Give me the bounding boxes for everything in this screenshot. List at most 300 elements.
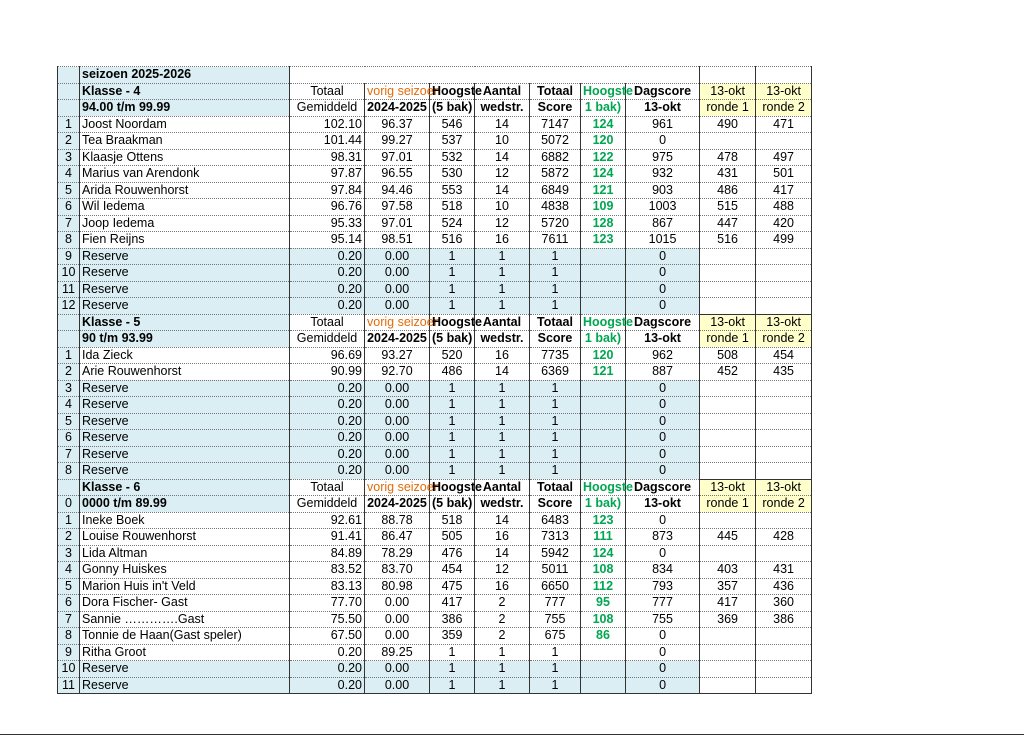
- rank-number: 2: [58, 133, 80, 150]
- hoogste-bak-value: [581, 644, 626, 661]
- player-name: Tonnie de Haan(Gast speler): [80, 628, 290, 645]
- round2-score: [756, 628, 812, 645]
- round2-score: [756, 430, 812, 447]
- vorig-seizoen-value: 0.00: [365, 380, 430, 397]
- round1-score: 515: [700, 199, 756, 216]
- vorig-seizoen-value: 0.00: [365, 430, 430, 447]
- aantal-value: 1: [475, 397, 530, 414]
- round1-score: 403: [700, 562, 756, 579]
- player-name: Arie Rouwenhorst: [80, 364, 290, 381]
- round1-score: 478: [700, 149, 756, 166]
- col-5bak-label: (5 bak): [430, 100, 475, 117]
- totaal-score-value: 1: [530, 380, 581, 397]
- dagscore-value: 0: [626, 265, 700, 282]
- col-dag-date: 13-okt: [626, 496, 700, 513]
- dagscore-value: 0: [626, 281, 700, 298]
- hoogste-bak-value: 120: [581, 347, 626, 364]
- gemiddeld-value: 0.20: [290, 248, 365, 265]
- rank-number: 4: [58, 562, 80, 579]
- col-totaal-label: Totaal: [290, 479, 365, 496]
- dagscore-value: 793: [626, 578, 700, 595]
- gemiddeld-value: 0.20: [290, 281, 365, 298]
- aantal-value: 14: [475, 545, 530, 562]
- aantal-value: 12: [475, 215, 530, 232]
- vorig-seizoen-value: 0.00: [365, 446, 430, 463]
- round2-score: 428: [756, 529, 812, 546]
- player-name: Reserve: [80, 281, 290, 298]
- col-wedstr-label: wedstr.: [475, 331, 530, 348]
- col-hoogste-bak-label: Hoogste: [581, 314, 626, 331]
- vorig-seizoen-value: 0.00: [365, 628, 430, 645]
- player-name: Reserve: [80, 298, 290, 315]
- aantal-value: 12: [475, 562, 530, 579]
- aantal-value: 1: [475, 644, 530, 661]
- totaal-score-value: 4838: [530, 199, 581, 216]
- round2-score: 420: [756, 215, 812, 232]
- gemiddeld-value: 75.50: [290, 611, 365, 628]
- player-name: Joop Iedema: [80, 215, 290, 232]
- rank-number: 5: [58, 413, 80, 430]
- hoogste-value: 1: [430, 463, 475, 480]
- class-subheader-row: [58, 100, 812, 117]
- col-hoogste-label: Hoogste: [430, 314, 475, 331]
- vorig-seizoen-value: 0.00: [365, 595, 430, 612]
- totaal-score-value: 7735: [530, 347, 581, 364]
- round1-date: 13-okt: [700, 83, 756, 100]
- hoogste-bak-value: 108: [581, 611, 626, 628]
- totaal-score-value: 5872: [530, 166, 581, 183]
- vorig-seizoen-value: 0.00: [365, 397, 430, 414]
- aantal-value: 16: [475, 578, 530, 595]
- player-row: [58, 364, 812, 381]
- totaal-score-value: 1: [530, 644, 581, 661]
- class-name: Klasse - 6: [80, 479, 290, 496]
- player-name: Lida Altman: [80, 545, 290, 562]
- col-gemiddeld-label: Gemiddeld: [290, 496, 365, 513]
- hoogste-value: 1: [430, 298, 475, 315]
- dagscore-value: 0: [626, 133, 700, 150]
- gemiddeld-value: 92.61: [290, 512, 365, 529]
- class-subheader-row: [58, 331, 812, 348]
- hoogste-value: 1: [430, 397, 475, 414]
- hoogste-value: 1: [430, 265, 475, 282]
- totaal-score-value: 1: [530, 446, 581, 463]
- totaal-score-value: 1: [530, 298, 581, 315]
- player-row: [58, 545, 812, 562]
- round1-label: ronde 1: [700, 331, 756, 348]
- round2-score: [756, 281, 812, 298]
- totaal-score-value: 777: [530, 595, 581, 612]
- hoogste-bak-value: 123: [581, 512, 626, 529]
- hoogste-bak-value: 95: [581, 595, 626, 612]
- player-row: [58, 578, 812, 595]
- hoogste-value: 1: [430, 661, 475, 678]
- round1-score: [700, 265, 756, 282]
- season-title: seizoen 2025-2026: [80, 67, 290, 84]
- dagscore-value: 867: [626, 215, 700, 232]
- player-row: [58, 463, 812, 480]
- player-name: Gonny Huiskes: [80, 562, 290, 579]
- standings-sheet: [57, 66, 811, 694]
- hoogste-bak-value: [581, 248, 626, 265]
- round1-label: ronde 1: [700, 496, 756, 513]
- round2-score: 386: [756, 611, 812, 628]
- round1-score: [700, 397, 756, 414]
- vorig-seizoen-value: 0.00: [365, 413, 430, 430]
- player-row: [58, 116, 812, 133]
- hoogste-bak-value: 121: [581, 364, 626, 381]
- totaal-score-value: 5942: [530, 545, 581, 562]
- class-header-row: [58, 314, 812, 331]
- round1-score: [700, 644, 756, 661]
- hoogste-value: 1: [430, 413, 475, 430]
- dagscore-value: 0: [626, 248, 700, 265]
- class-range: 90 t/m 93.99: [80, 331, 290, 348]
- gemiddeld-value: 0.20: [290, 644, 365, 661]
- round2-date: 13-okt: [756, 479, 812, 496]
- hoogste-value: 359: [430, 628, 475, 645]
- round2-score: 360: [756, 595, 812, 612]
- dagscore-value: 0: [626, 628, 700, 645]
- totaal-score-value: 1: [530, 413, 581, 430]
- dagscore-value: 962: [626, 347, 700, 364]
- aantal-value: 1: [475, 265, 530, 282]
- round2-score: [756, 265, 812, 282]
- hoogste-bak-value: 124: [581, 116, 626, 133]
- col-totaal-score-label: Totaal: [530, 83, 581, 100]
- col-aantal-label: Aantal: [475, 83, 530, 100]
- aantal-value: 1: [475, 413, 530, 430]
- aantal-value: 1: [475, 281, 530, 298]
- dagscore-value: 0: [626, 545, 700, 562]
- col-dag-date: 13-okt: [626, 100, 700, 117]
- page-divider: [0, 734, 1024, 735]
- player-row: [58, 529, 812, 546]
- dagscore-value: 975: [626, 149, 700, 166]
- round1-score: [700, 413, 756, 430]
- aantal-value: 1: [475, 661, 530, 678]
- col-vorig-seizoen-label: vorig seizoen: [365, 314, 430, 331]
- hoogste-bak-value: 86: [581, 628, 626, 645]
- aantal-value: 14: [475, 182, 530, 199]
- hoogste-bak-value: [581, 430, 626, 447]
- aantal-value: 1: [475, 298, 530, 315]
- hoogste-value: 476: [430, 545, 475, 562]
- gemiddeld-value: 95.33: [290, 215, 365, 232]
- round2-score: 497: [756, 149, 812, 166]
- player-row: [58, 182, 812, 199]
- player-name: Arida Rouwenhorst: [80, 182, 290, 199]
- gemiddeld-value: 102.10: [290, 116, 365, 133]
- col-dagscore-label: Dagscore: [626, 479, 700, 496]
- rank-number: 3: [58, 380, 80, 397]
- vorig-seizoen-value: 96.55: [365, 166, 430, 183]
- hoogste-bak-value: 120: [581, 133, 626, 150]
- round2-score: [756, 446, 812, 463]
- round1-score: 490: [700, 116, 756, 133]
- hoogste-bak-value: 128: [581, 215, 626, 232]
- round1-score: 486: [700, 182, 756, 199]
- round1-score: 357: [700, 578, 756, 595]
- dagscore-value: 0: [626, 413, 700, 430]
- round2-label: ronde 2: [756, 331, 812, 348]
- player-name: Reserve: [80, 380, 290, 397]
- col-dagscore-label: Dagscore: [626, 314, 700, 331]
- round1-score: [700, 661, 756, 678]
- rank-number: 8: [58, 628, 80, 645]
- aantal-value: 16: [475, 232, 530, 249]
- class-range: 0000 t/m 89.99: [80, 496, 290, 513]
- round1-score: [700, 545, 756, 562]
- dagscore-value: 903: [626, 182, 700, 199]
- rank-number: 8: [58, 463, 80, 480]
- hoogste-value: 524: [430, 215, 475, 232]
- gemiddeld-value: 0.20: [290, 413, 365, 430]
- player-name: Ritha Groot: [80, 644, 290, 661]
- class-name: Klasse - 5: [80, 314, 290, 331]
- rank-number: 6: [58, 595, 80, 612]
- hoogste-bak-value: 112: [581, 578, 626, 595]
- col-vorig-seizoen-label: vorig seizoen: [365, 479, 430, 496]
- gemiddeld-value: 0.20: [290, 380, 365, 397]
- player-row: [58, 133, 812, 150]
- round1-score: [700, 677, 756, 694]
- round1-score: [700, 380, 756, 397]
- aantal-value: 1: [475, 380, 530, 397]
- index-cell: [58, 83, 80, 100]
- player-name: Fien Reijns: [80, 232, 290, 249]
- totaal-score-value: 1: [530, 397, 581, 414]
- hoogste-value: 454: [430, 562, 475, 579]
- hoogste-bak-value: [581, 265, 626, 282]
- player-row: [58, 215, 812, 232]
- player-row: [58, 265, 812, 282]
- gemiddeld-value: 97.84: [290, 182, 365, 199]
- rank-number: 3: [58, 149, 80, 166]
- col-totaal-label: Totaal: [290, 314, 365, 331]
- hoogste-value: 1: [430, 677, 475, 694]
- round1-score: [700, 248, 756, 265]
- round2-score: [756, 298, 812, 315]
- aantal-value: 14: [475, 116, 530, 133]
- totaal-score-value: 7313: [530, 529, 581, 546]
- rank-number: 11: [58, 677, 80, 694]
- index-cell: [58, 314, 80, 331]
- round1-score: 447: [700, 215, 756, 232]
- vorig-seizoen-value: 0.00: [365, 298, 430, 315]
- player-row: [58, 677, 812, 694]
- totaal-score-value: 1: [530, 677, 581, 694]
- col-totaal-score-label: Totaal: [530, 314, 581, 331]
- round2-score: [756, 248, 812, 265]
- round2-score: 436: [756, 578, 812, 595]
- player-row: [58, 199, 812, 216]
- totaal-score-value: 6483: [530, 512, 581, 529]
- dagscore-value: 0: [626, 397, 700, 414]
- index-cell: [58, 479, 80, 496]
- dagscore-value: 0: [626, 644, 700, 661]
- round2-score: 501: [756, 166, 812, 183]
- player-row: [58, 397, 812, 414]
- round2-score: [756, 133, 812, 150]
- player-name: Reserve: [80, 446, 290, 463]
- index-cell: [58, 67, 80, 84]
- player-row: [58, 413, 812, 430]
- round1-score: 417: [700, 595, 756, 612]
- hoogste-value: 546: [430, 116, 475, 133]
- aantal-value: 16: [475, 529, 530, 546]
- totaal-score-value: 5720: [530, 215, 581, 232]
- hoogste-bak-value: 124: [581, 166, 626, 183]
- hoogste-value: 516: [430, 232, 475, 249]
- aantal-value: 16: [475, 347, 530, 364]
- col-5bak-label: (5 bak): [430, 331, 475, 348]
- round1-score: 445: [700, 529, 756, 546]
- totaal-score-value: 6882: [530, 149, 581, 166]
- rank-number: 5: [58, 182, 80, 199]
- hoogste-bak-value: [581, 281, 626, 298]
- rank-number: 4: [58, 397, 80, 414]
- round-spacer: [700, 67, 756, 84]
- gemiddeld-value: 0.20: [290, 397, 365, 414]
- round2-score: [756, 512, 812, 529]
- hoogste-value: 1: [430, 380, 475, 397]
- hoogste-value: 1: [430, 644, 475, 661]
- hoogste-bak-value: 121: [581, 182, 626, 199]
- col-hoogste-label: Hoogste: [430, 479, 475, 496]
- totaal-score-value: 7611: [530, 232, 581, 249]
- col-score-label: Score: [530, 331, 581, 348]
- player-name: Reserve: [80, 397, 290, 414]
- class-name: Klasse - 4: [80, 83, 290, 100]
- aantal-value: 14: [475, 149, 530, 166]
- col-score-label: Score: [530, 496, 581, 513]
- gemiddeld-value: 0.20: [290, 463, 365, 480]
- player-name: Reserve: [80, 248, 290, 265]
- totaal-score-value: 1: [530, 265, 581, 282]
- round2-score: 499: [756, 232, 812, 249]
- gemiddeld-value: 83.13: [290, 578, 365, 595]
- aantal-value: 1: [475, 430, 530, 447]
- rank-number: 3: [58, 545, 80, 562]
- aantal-value: 14: [475, 512, 530, 529]
- col-year-label: 2024-2025: [365, 496, 430, 513]
- hoogste-bak-value: [581, 463, 626, 480]
- vorig-seizoen-value: 80.98: [365, 578, 430, 595]
- vorig-seizoen-value: 88.78: [365, 512, 430, 529]
- dagscore-value: 961: [626, 116, 700, 133]
- title-spacer: [290, 67, 700, 84]
- dagscore-value: 1003: [626, 199, 700, 216]
- round2-score: [756, 413, 812, 430]
- gemiddeld-value: 97.87: [290, 166, 365, 183]
- vorig-seizoen-value: 89.25: [365, 644, 430, 661]
- round1-score: 508: [700, 347, 756, 364]
- player-name: Marion Huis in't Veld: [80, 578, 290, 595]
- index-cell: [58, 100, 80, 117]
- rank-number: 6: [58, 199, 80, 216]
- player-row: [58, 611, 812, 628]
- rank-number: 7: [58, 215, 80, 232]
- totaal-score-value: 1: [530, 281, 581, 298]
- col-hoogste-bak-label: Hoogste: [581, 479, 626, 496]
- round2-score: 431: [756, 562, 812, 579]
- gemiddeld-value: 96.76: [290, 199, 365, 216]
- aantal-value: 1: [475, 463, 530, 480]
- round2-score: [756, 545, 812, 562]
- round1-score: 516: [700, 232, 756, 249]
- season-title-row: [58, 67, 812, 84]
- totaal-score-value: 7147: [530, 116, 581, 133]
- player-row: [58, 644, 812, 661]
- totaal-score-value: 1: [530, 661, 581, 678]
- dagscore-value: 1015: [626, 232, 700, 249]
- class-subheader-row: [58, 496, 812, 513]
- round2-label: ronde 2: [756, 100, 812, 117]
- aantal-value: 2: [475, 611, 530, 628]
- rank-number: 12: [58, 298, 80, 315]
- totaal-score-value: 5072: [530, 133, 581, 150]
- aantal-value: 1: [475, 446, 530, 463]
- vorig-seizoen-value: 0.00: [365, 677, 430, 694]
- hoogste-bak-value: [581, 413, 626, 430]
- player-row: [58, 446, 812, 463]
- col-aantal-label: Aantal: [475, 479, 530, 496]
- gemiddeld-value: 0.20: [290, 661, 365, 678]
- hoogste-value: 520: [430, 347, 475, 364]
- hoogste-bak-value: [581, 298, 626, 315]
- col-1bak-label: 1 bak): [581, 496, 626, 513]
- vorig-seizoen-value: 86.47: [365, 529, 430, 546]
- vorig-seizoen-value: 0.00: [365, 265, 430, 282]
- col-wedstr-label: wedstr.: [475, 100, 530, 117]
- player-row: [58, 232, 812, 249]
- col-year-label: 2024-2025: [365, 100, 430, 117]
- hoogste-value: 1: [430, 430, 475, 447]
- col-dagscore-label: Dagscore: [626, 83, 700, 100]
- vorig-seizoen-value: 97.01: [365, 215, 430, 232]
- col-5bak-label: (5 bak): [430, 496, 475, 513]
- dagscore-value: 0: [626, 512, 700, 529]
- player-row: [58, 512, 812, 529]
- aantal-value: 1: [475, 677, 530, 694]
- hoogste-value: 518: [430, 199, 475, 216]
- round2-date: 13-okt: [756, 83, 812, 100]
- rank-number: 9: [58, 248, 80, 265]
- round1-score: [700, 430, 756, 447]
- vorig-seizoen-value: 92.70: [365, 364, 430, 381]
- col-totaal-label: Totaal: [290, 83, 365, 100]
- dagscore-value: 0: [626, 463, 700, 480]
- totaal-score-value: 1: [530, 248, 581, 265]
- col-year-label: 2024-2025: [365, 331, 430, 348]
- round1-score: [700, 133, 756, 150]
- class-header-row: [58, 479, 812, 496]
- round2-score: [756, 380, 812, 397]
- rank-number: 2: [58, 529, 80, 546]
- rank-number: 8: [58, 232, 80, 249]
- aantal-value: 2: [475, 628, 530, 645]
- vorig-seizoen-value: 0.00: [365, 248, 430, 265]
- totaal-score-value: 6650: [530, 578, 581, 595]
- round1-score: [700, 463, 756, 480]
- rank-number: 1: [58, 116, 80, 133]
- col-gemiddeld-label: Gemiddeld: [290, 331, 365, 348]
- col-hoogste-bak-label: Hoogste: [581, 83, 626, 100]
- dagscore-value: 932: [626, 166, 700, 183]
- gemiddeld-value: 0.20: [290, 677, 365, 694]
- col-wedstr-label: wedstr.: [475, 496, 530, 513]
